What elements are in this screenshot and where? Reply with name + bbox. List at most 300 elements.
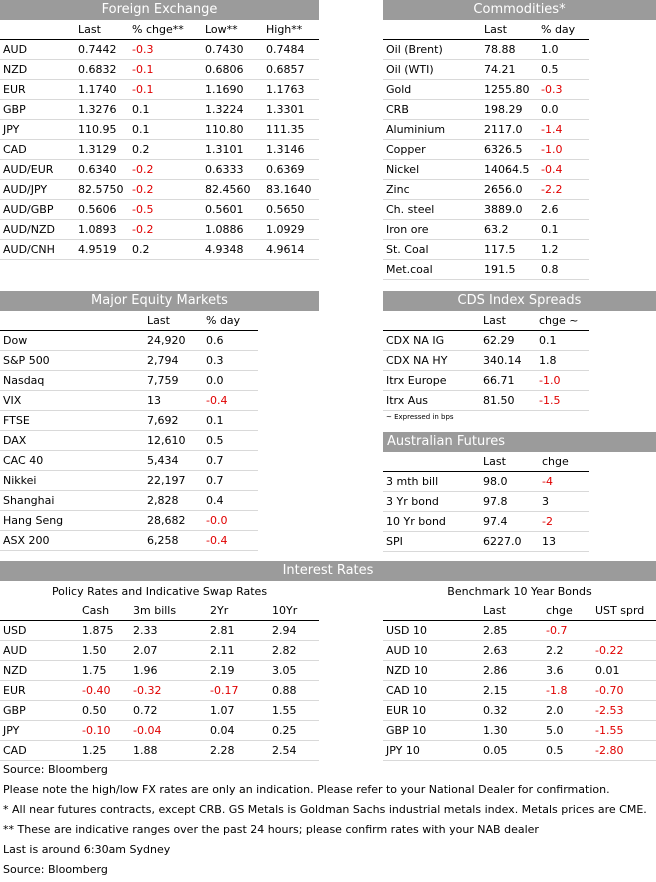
row-label: EUR 10 [386,704,427,717]
cell-value: 1.1690 [205,83,244,96]
row-label: JPY [3,724,20,737]
table-row [0,701,319,721]
table-row [0,431,258,451]
cell-value: 14064.5 [484,163,530,176]
row-label: Nickel [386,163,420,176]
cell-value: -2 [542,515,553,528]
row-label: Ch. steel [386,203,435,216]
table-row [383,60,589,80]
table-row [0,661,319,681]
fx-col-headers [0,20,319,40]
row-label: NZD [3,664,28,677]
row-label: CAD [3,143,27,156]
row-label: AUD/EUR [3,163,54,176]
cell-value: 2.33 [133,624,158,637]
row-label: Copper [386,143,426,156]
cell-value: 0.5 [541,63,559,76]
cell-value: -2.2 [541,183,563,196]
cell-value: 0.7430 [205,43,244,56]
table-row [383,681,656,701]
cell-value: 81.50 [483,394,515,407]
cell-value: 0.7 [206,474,224,487]
table-row [383,532,589,552]
cell-value: 6,258 [147,534,179,547]
column-header: UST sprd [595,604,645,617]
cell-value: 0.6369 [266,163,305,176]
table-row [0,391,258,411]
cell-value: -0.5 [132,203,154,216]
cell-value: -0.4 [206,534,228,547]
column-header: Low** [205,23,238,36]
cell-value: 12,610 [147,434,186,447]
table-row [383,260,589,280]
cell-value: 340.14 [483,354,522,367]
table-row [383,661,656,681]
row-label: CDX NA HY [386,354,448,367]
cell-value: 4.9519 [78,243,117,256]
table-row [383,160,589,180]
row-label: CDX NA IG [386,334,445,347]
cell-value: 3.05 [272,664,297,677]
bonds-panel [383,583,656,761]
cell-value: 1.25 [82,744,107,757]
cell-value: 1.07 [210,704,235,717]
cell-value: 1.875 [82,624,114,637]
cell-value: 1.3146 [266,143,305,156]
cell-value: 2656.0 [484,183,523,196]
cell-value: 2.81 [210,624,235,637]
table-row [383,621,656,641]
cell-value: 0.50 [82,704,107,717]
cell-value: 2117.0 [484,123,523,136]
table-row [383,200,589,220]
cell-value: 24,920 [147,334,186,347]
row-label: FTSE [3,414,30,427]
cell-value: 0.1 [541,223,559,236]
row-label: Met.coal [386,263,433,276]
cell-value: -0.1 [132,63,154,76]
cell-value: 0.5 [206,434,224,447]
table-row [0,621,319,641]
table-row [0,351,258,371]
row-label: Dow [3,334,28,347]
cell-value: 3 [542,495,549,508]
row-label: NZD [3,63,28,76]
table-row [0,721,319,741]
table-row [383,492,589,512]
column-header: Last [483,455,506,468]
table-row [0,411,258,431]
row-label: CRB [386,103,409,116]
policy-col-headers [0,601,319,621]
row-label: USD 10 [386,624,427,637]
cell-value: -0.4 [541,163,563,176]
table-row [0,80,319,100]
cell-value: 28,682 [147,514,186,527]
cell-value: 0.2 [132,143,150,156]
footer-note: Source: Bloomberg [3,863,108,876]
cell-value: 4.9348 [205,243,244,256]
footer-note: Source: Bloomberg [3,763,108,776]
column-header: 3m bills [133,604,177,617]
cell-value: 1.55 [272,704,297,717]
cell-value: 1.3224 [205,103,244,116]
cell-value: 1.1740 [78,83,117,96]
row-label: CAC 40 [3,454,44,467]
cell-value: 198.29 [484,103,523,116]
column-header: % day [206,314,241,327]
row-label: ASX 200 [3,534,50,547]
row-label: Zinc [386,183,410,196]
cell-value: 2.28 [210,744,235,757]
cell-value: 7,759 [147,374,179,387]
cell-value: 66.71 [483,374,515,387]
cell-value: 0.7484 [266,43,305,56]
cell-value: -0.0 [206,514,228,527]
bonds-title: Benchmark 10 Year Bonds [447,585,592,598]
row-label: AUD [3,644,28,657]
cell-value: 0.8 [541,263,559,276]
cell-value: 2,794 [147,354,179,367]
cell-value: 98.0 [483,475,508,488]
table-row [383,180,589,200]
table-row [0,240,319,260]
row-label: St. Coal [386,243,429,256]
cell-value: 5.0 [546,724,564,737]
commodities-col-headers [383,20,589,40]
cell-value: 0.1 [132,103,150,116]
column-header: Last [483,314,506,327]
table-row [0,741,319,761]
table-row [383,80,589,100]
equity-panel [0,291,319,551]
cell-value: -1.5 [539,394,561,407]
row-label: SPI [386,535,403,548]
cds-note: ~ Expressed in bps [386,413,454,421]
column-header: High** [266,23,303,36]
cell-value: 2.94 [272,624,297,637]
cell-value: 0.5606 [78,203,117,216]
cell-value: 0.6857 [266,63,305,76]
cell-value: 1.1763 [266,83,305,96]
cell-value: 1.0929 [266,223,305,236]
cell-value: 62.29 [483,334,515,347]
table-row [383,140,589,160]
cell-value: 0.6806 [205,63,244,76]
cell-value: -1.0 [541,143,563,156]
row-label: Oil (Brent) [386,43,443,56]
rates-panel [0,561,656,581]
cell-value: 1.0 [541,43,559,56]
cell-value: 1.0893 [78,223,117,236]
column-header: Last [483,604,506,617]
fx-panel [0,0,319,260]
futures-header: Australian Futures [383,432,656,452]
cell-value: 1.3129 [78,143,117,156]
row-label: GBP [3,103,26,116]
commodities-panel [383,0,656,280]
cell-value: 1.96 [133,664,158,677]
table-row [0,641,319,661]
cell-value: 3.6 [546,664,564,677]
cell-value: 110.95 [78,123,117,136]
column-header: 2Yr [210,604,229,617]
cell-value: 1.8 [539,354,557,367]
cell-value: 2.19 [210,664,235,677]
cell-value: 4.9614 [266,243,305,256]
row-label: VIX [3,394,22,407]
footer-note: Last is around 6:30am Sydney [3,843,171,856]
cell-value: 1.30 [483,724,508,737]
cell-value: 6227.0 [483,535,522,548]
cell-value: 0.88 [272,684,297,697]
row-label: JPY [3,123,20,136]
cell-value: 2.85 [483,624,508,637]
cell-value: 2.54 [272,744,297,757]
row-label: GBP [3,704,26,717]
cell-value: -0.2 [132,183,154,196]
equity-header: Major Equity Markets [0,291,319,311]
cell-value: -0.17 [210,684,239,697]
table-row [0,511,258,531]
cell-value: 74.21 [484,63,516,76]
cell-value: 0.1 [539,334,557,347]
cell-value: 110.80 [205,123,244,136]
table-row [0,371,258,391]
row-label: AUD/GBP [3,203,54,216]
cell-value: 2.15 [483,684,508,697]
cell-value: 1.50 [82,644,107,657]
row-label: 3 mth bill [386,475,439,488]
cell-value: 13 [542,535,556,548]
table-row [383,371,589,391]
column-header: chge [542,455,569,468]
footer-note: * All near futures contracts, except CRB. GS Metals is Goldman Sachs industrial metals index. Metals prices are CME. [3,803,647,816]
cell-value: 0.32 [483,704,508,717]
table-row [383,512,589,532]
cell-value: 1.75 [82,664,107,677]
column-header: chge [546,604,573,617]
bonds-col-headers [383,601,656,621]
cell-value: -0.40 [82,684,111,697]
table-row [383,391,589,411]
cell-value: 0.7442 [78,43,117,56]
table-row [0,140,319,160]
column-header: Last [484,23,507,36]
cell-value: 0.5601 [205,203,244,216]
row-label: NZD 10 [386,664,428,677]
cell-value: 2.2 [546,644,564,657]
cell-value: 13 [147,394,161,407]
cell-value: 191.5 [484,263,516,276]
cell-value: -4 [542,475,553,488]
row-label: Gold [386,83,412,96]
row-label: AUD/JPY [3,183,48,196]
cell-value: 0.4 [206,494,224,507]
table-row [0,120,319,140]
cell-value: 0.04 [210,724,235,737]
table-row [0,220,319,240]
row-label: Itrx Europe [386,374,447,387]
cell-value: -0.10 [82,724,111,737]
cell-value: 82.5750 [78,183,124,196]
row-label: JPY 10 [386,744,420,757]
cell-value: 82.4560 [205,183,251,196]
row-label: 3 Yr bond [386,495,439,508]
row-label: Itrx Aus [386,394,429,407]
row-label: Aluminium [386,123,446,136]
table-row [0,200,319,220]
table-row [0,451,258,471]
table-row [383,331,589,351]
cell-value: 0.6832 [78,63,117,76]
cell-value: 117.5 [484,243,516,256]
table-row [383,100,589,120]
row-label: CAD 10 [386,684,428,697]
cell-value: -0.32 [133,684,162,697]
commodities-table-body [383,40,589,280]
cell-value: 2.86 [483,664,508,677]
table-row [0,40,319,60]
row-label: USD [3,624,27,637]
row-label: CAD [3,744,27,757]
row-label: Iron ore [386,223,429,236]
bonds-table-body [383,621,656,761]
futures-table-body [383,472,589,552]
cell-value: 1.3101 [205,143,244,156]
cell-value: 1.0886 [205,223,244,236]
cell-value: 1255.80 [484,83,530,96]
policy-table-body [0,621,319,761]
cell-value: 0.1 [132,123,150,136]
table-row [383,240,589,260]
cell-value: 2.11 [210,644,235,657]
row-label: GBP 10 [386,724,427,737]
cell-value: 7,692 [147,414,179,427]
cell-value: 78.88 [484,43,516,56]
cell-value: 0.3 [206,354,224,367]
footer-note: ** These are indicative ranges over the past 24 hours; please confirm rates with your NAB dealer [3,823,539,836]
cell-value: 97.8 [483,495,508,508]
cds-table-body [383,331,589,411]
table-row [0,180,319,200]
row-label: AUD/CNH [3,243,55,256]
column-header: chge ~ [539,314,579,327]
table-row [0,160,319,180]
policy-title: Policy Rates and Indicative Swap Rates [51,585,268,598]
cell-value: 6326.5 [484,143,523,156]
cell-value: 63.2 [484,223,509,236]
table-row [0,60,319,80]
cell-value: -0.2 [132,223,154,236]
cell-value: 3889.0 [484,203,523,216]
row-label: EUR [3,684,26,697]
table-row [0,100,319,120]
table-row [383,351,589,371]
cell-value: 0.0 [206,374,224,387]
row-label: Oil (WTI) [386,63,434,76]
fx-table-body [0,40,319,260]
cell-value: -1.0 [539,374,561,387]
cell-value: -0.3 [541,83,563,96]
table-row [0,471,258,491]
fx-header: Foreign Exchange [0,0,319,20]
futures-col-headers [383,452,589,472]
cell-value: -1.4 [541,123,563,136]
cell-value: -1.8 [546,684,568,697]
cell-value: -0.22 [595,644,624,657]
cell-value: 83.1640 [266,183,312,196]
row-label: 10 Yr bond [386,515,446,528]
table-row [0,491,258,511]
column-header: Last [78,23,101,36]
policy-panel [0,583,319,761]
cell-value: 1.2 [541,243,559,256]
row-label: Hang Seng [3,514,64,527]
table-row [383,220,589,240]
table-row [0,531,258,551]
cell-value: -1.55 [595,724,624,737]
cell-value: 0.72 [133,704,158,717]
cell-value: 22,197 [147,474,186,487]
cell-value: 0.05 [483,744,508,757]
row-label: AUD 10 [386,644,428,657]
cell-value: 1.88 [133,744,158,757]
cell-value: 2.0 [546,704,564,717]
cell-value: 1.3276 [78,103,117,116]
cell-value: 2.63 [483,644,508,657]
rates-header: Interest Rates [0,561,656,581]
table-row [383,472,589,492]
cds-header: CDS Index Spreads [383,291,656,311]
cell-value: 5,434 [147,454,179,467]
cell-value: -0.2 [132,163,154,176]
row-label: Nasdaq [3,374,45,387]
cell-value: -0.70 [595,684,624,697]
cell-value: 0.1 [206,414,224,427]
cell-value: 0.01 [595,664,620,677]
cell-value: -2.80 [595,744,624,757]
cell-value: 2,828 [147,494,179,507]
commodities-header: Commodities* [383,0,656,20]
row-label: AUD/NZD [3,223,55,236]
futures-panel [383,432,656,552]
equity-col-headers [0,311,258,331]
equity-table-body [0,331,258,551]
row-label: S&P 500 [3,354,50,367]
cell-value: 0.5650 [266,203,305,216]
column-header: Cash [82,604,110,617]
table-row [383,741,656,761]
cell-value: 2.6 [541,203,559,216]
column-header: % chge** [132,23,184,36]
cell-value: -0.4 [206,394,228,407]
footer-note: Please note the high/low FX rates are only an indication. Please refer to your National Dealer for confirmation. [3,783,610,796]
cell-value: 111.35 [266,123,305,136]
cell-value: -0.7 [546,624,568,637]
cell-value: 0.0 [541,103,559,116]
column-header: % day [541,23,576,36]
cell-value: 0.6340 [78,163,117,176]
cell-value: 0.5 [546,744,564,757]
table-row [383,721,656,741]
cell-value: 2.07 [133,644,158,657]
row-label: EUR [3,83,26,96]
column-header: Last [147,314,170,327]
row-label: DAX [3,434,27,447]
row-label: AUD [3,43,28,56]
cds-col-headers [383,311,589,331]
